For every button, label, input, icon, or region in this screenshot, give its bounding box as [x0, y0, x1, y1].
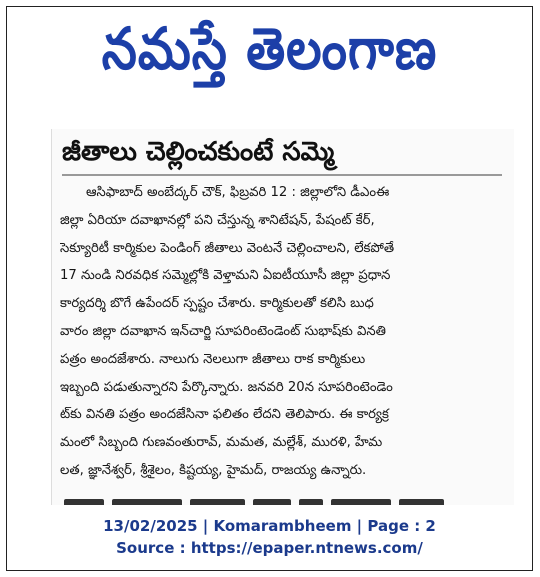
article-clipping — [51, 129, 514, 505]
article-line: 17 నుండి నిరవధిక సమ్మెల్లోకి వెళ్తామని ఏఐటీయూసీ జిల్లా ప్రధాన — [60, 268, 391, 284]
cropped-next-headline — [64, 495, 504, 505]
article-line: సెక్యూరిటీ కార్మికుల పెండింగ్ జీతాలు వెంటనే చెల్లించాలని, లేకపోతే — [60, 240, 395, 256]
article-line: లత, జ్ఞానేశ్వర్, శ్రీశైలం, కిష్టయ్య, హైమద్, రాజయ్య ఉన్నారు. — [60, 462, 367, 478]
masthead — [7, 7, 532, 105]
article-line: కార్యదర్శి బొగే ఉపేందర్ స్పష్టం చేశారు. కార్మికులతో కలిసి బుధ — [60, 296, 374, 312]
article-line: మంలో సిబ్బంది గుణవంతురావ్, మమత, మల్లేశ్, మురళి, హేమ — [60, 435, 383, 451]
article-line: ట్‌కు వినతి పత్రం అందజేసినా ఫలితం లేదని తెలిపారు. ఈ కార్యక్ర — [60, 407, 389, 423]
headline-divider — [62, 174, 502, 176]
article-line: ఆసిఫాబాద్ అంబేద్కర్ చౌక్, ఫిబ్రవరి 12 : జిల్లాలోని డీఎంఈ — [86, 185, 390, 200]
footer — [7, 515, 532, 559]
source-link[interactable]: Source : https://epaper.ntnews.com/ — [116, 539, 423, 557]
article-body — [60, 179, 510, 485]
article-line: ఇబ్బంది పడుతున్నారని పేర్కొన్నారు. జనవరి 20న సూపరింటెండెం — [60, 379, 393, 395]
article-line: పత్రం అందజేశారు. నాలుగు నెలలుగా జీతాలు రాక కార్మికులు — [60, 351, 366, 367]
newspaper-logo: నమస్తే తెలంగాణ — [101, 15, 438, 82]
page-frame — [6, 6, 533, 571]
article-line: జిల్లా ఏరియా దవాఖానల్లో పని చేస్తున్న శానిటేషన్, పేషంట్ కేర్, — [60, 212, 375, 228]
edition-info: 13/02/2025 | Komarambheem | Page : 2 — [103, 517, 436, 535]
article-headline: జీతాలు చెల్లించకుంటే సమ్మె — [62, 137, 335, 167]
article-line: వారం జిల్లా దవాఖాన ఇన్‌చార్జి సూపరింటెండెంట్ సుభాష్‌కు వినతి — [60, 323, 386, 339]
